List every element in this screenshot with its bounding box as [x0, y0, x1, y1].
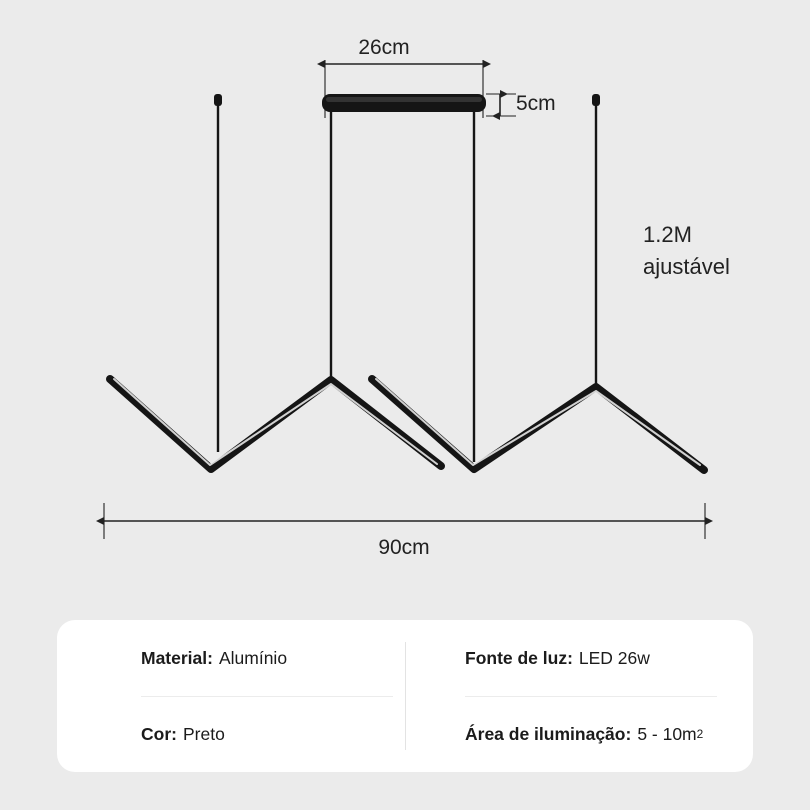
divider-horizontal-left: [141, 696, 393, 697]
spec-color-key: Cor:: [141, 723, 177, 744]
dimension-label-drop-length: [643, 219, 730, 283]
led-glow-highlights: [114, 379, 700, 465]
dimension-label-top-height: 5cm: [516, 92, 556, 115]
spec-light-source: [405, 620, 753, 696]
total-width-dimension: [104, 503, 705, 539]
specification-card: [57, 620, 753, 772]
spec-illumination-area-value: 5 - 10m: [637, 723, 697, 744]
spec-illumination-area-key: Área de iluminação:: [465, 723, 632, 744]
spec-illumination-area: [405, 696, 753, 772]
spec-color: [57, 696, 405, 772]
drop-length-adjustable: ajustável: [643, 254, 730, 279]
spec-material-value: Alumínio: [218, 647, 288, 668]
drop-length-value: 1.2M: [643, 222, 692, 247]
spec-color-value: Preto: [182, 723, 225, 744]
divider-horizontal-right: [465, 696, 717, 697]
spec-light-source-value: LED 26w: [578, 647, 650, 668]
spec-material: [57, 620, 405, 696]
ceiling-canopy: [322, 94, 486, 112]
dimension-label-total-width: 90cm: [378, 536, 430, 559]
divider-vertical: [405, 642, 406, 750]
dimension-label-top-width: 26cm: [358, 36, 410, 59]
spec-illumination-area-unit-exponent: 2: [696, 727, 704, 741]
spec-material-key: Material:: [141, 647, 213, 668]
top-height-dimension: [486, 94, 516, 116]
spec-light-source-key: Fonte de luz:: [465, 647, 573, 668]
